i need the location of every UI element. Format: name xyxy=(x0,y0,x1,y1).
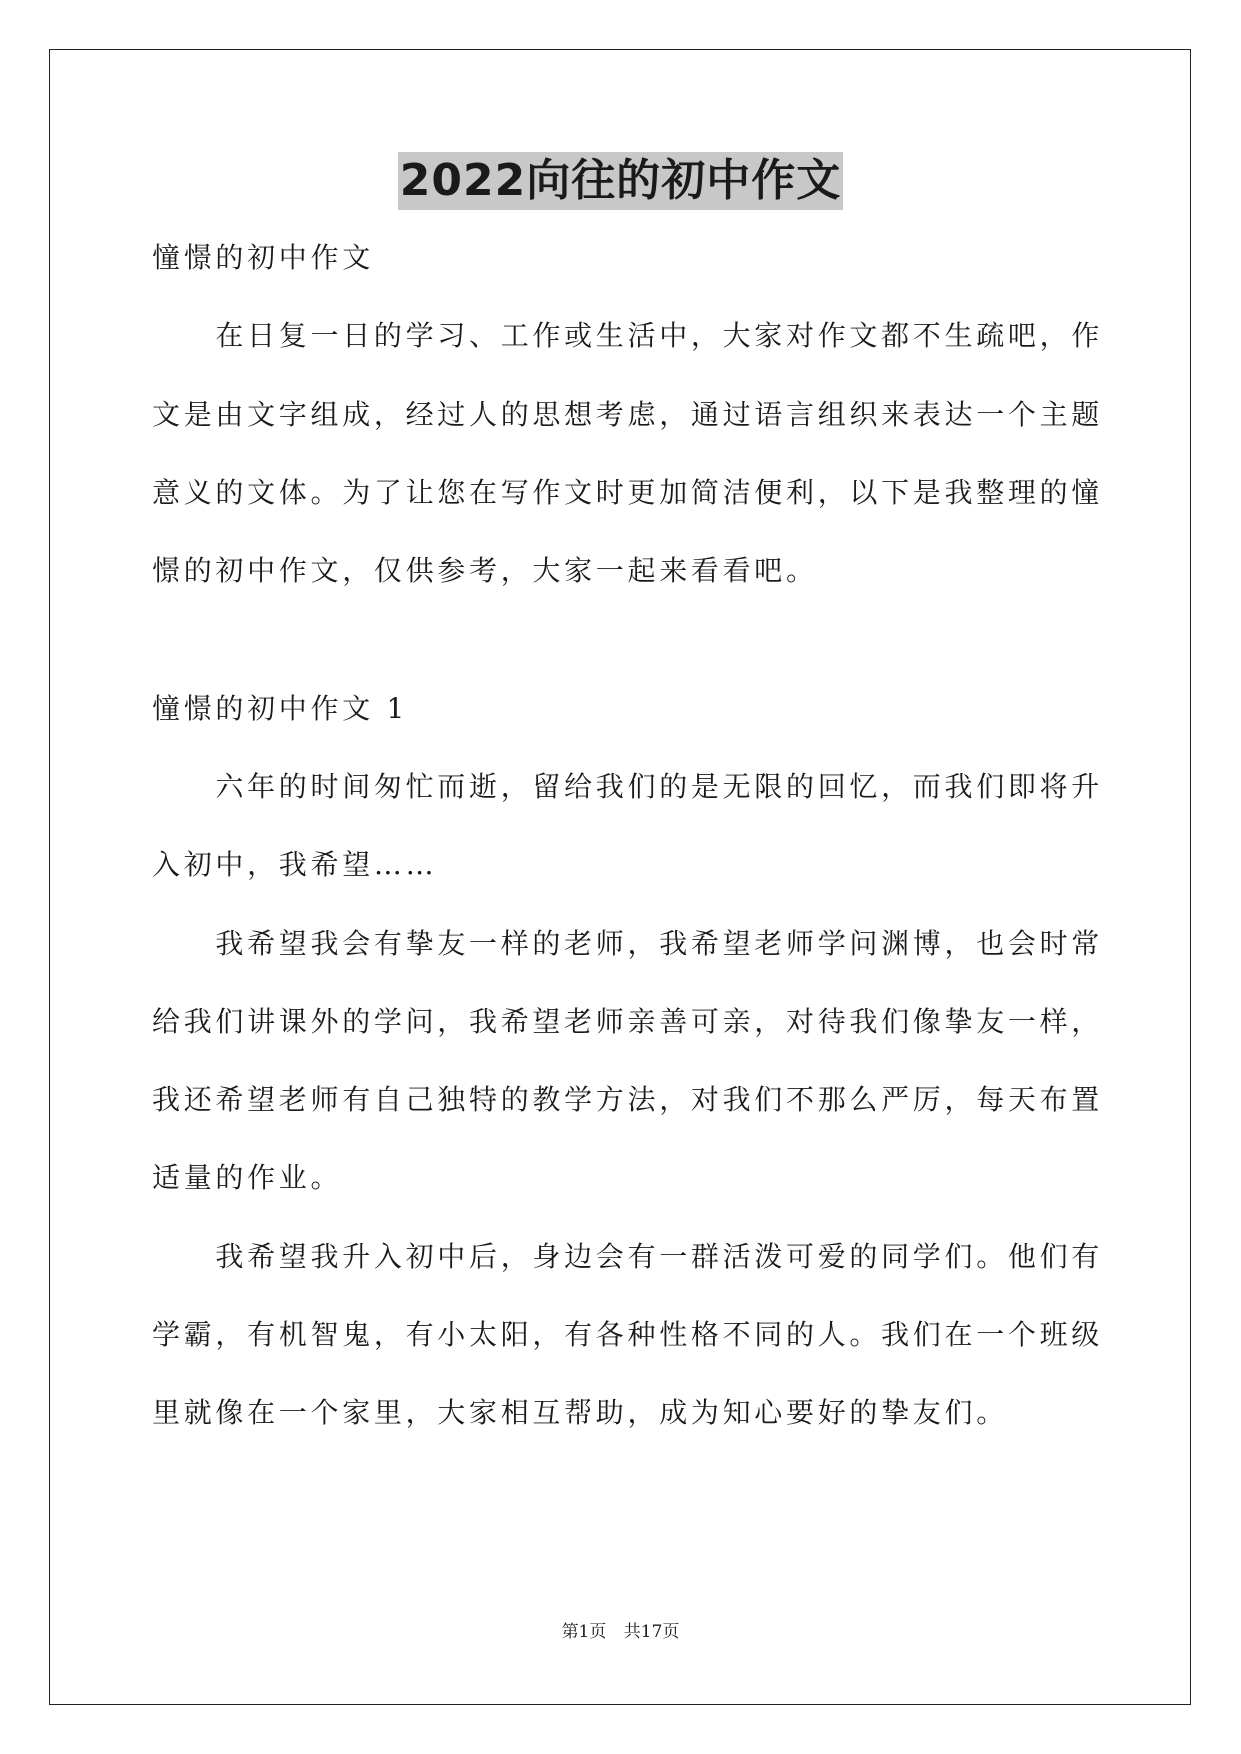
subtitle-line: 憧憬的初中作文 xyxy=(152,241,374,274)
paragraph-line: 我希望我升入初中后，身边会有一群活泼可爱的同学们。他们有 xyxy=(152,1240,1104,1273)
paragraph-line: 我希望我会有挚友一样的老师，我希望老师学问渊博，也会时常 xyxy=(152,927,1104,960)
paragraph-line: 六年的时间匆忙而逝，留给我们的是无限的回忆，而我们即将升 xyxy=(152,770,1104,803)
paragraph-line: 给我们讲课外的学问，我希望老师亲善可亲，对待我们像挚友一样， xyxy=(152,1005,1104,1038)
paragraph-line: 学霸，有机智鬼，有小太阳，有各种性格不同的人。我们在一个班级 xyxy=(152,1318,1104,1351)
paragraph-line: 适量的作业。 xyxy=(152,1161,343,1194)
section-heading: 憧憬的初中作文 1 xyxy=(152,692,409,725)
paragraph-line: 意义的文体。为了让您在写作文时更加简洁便利，以下是我整理的憧 xyxy=(152,476,1104,509)
document-title: 2022向往的初中作文 xyxy=(398,152,843,210)
paragraph-line: 文是由文字组成，经过人的思想考虑，通过语言组织来表达一个主题 xyxy=(152,398,1104,431)
paragraph-line: 在日复一日的学习、工作或生活中，大家对作文都不生疏吧，作 xyxy=(152,319,1104,352)
paragraph-line: 入初中，我希望…… xyxy=(152,848,438,881)
title-container xyxy=(0,152,1241,210)
paragraph-line: 憬的初中作文，仅供参考，大家一起来看看吧。 xyxy=(152,554,818,587)
paragraph-line: 里就像在一个家里，大家相互帮助，成为知心要好的挚友们。 xyxy=(152,1396,1008,1429)
page-number: 第1页 xyxy=(561,1622,607,1642)
page-total: 共17页 xyxy=(623,1622,680,1642)
paragraph-line: 我还希望老师有自己独特的教学方法，对我们不那么严厉，每天布置 xyxy=(152,1083,1104,1116)
page-footer xyxy=(0,1617,1241,1642)
